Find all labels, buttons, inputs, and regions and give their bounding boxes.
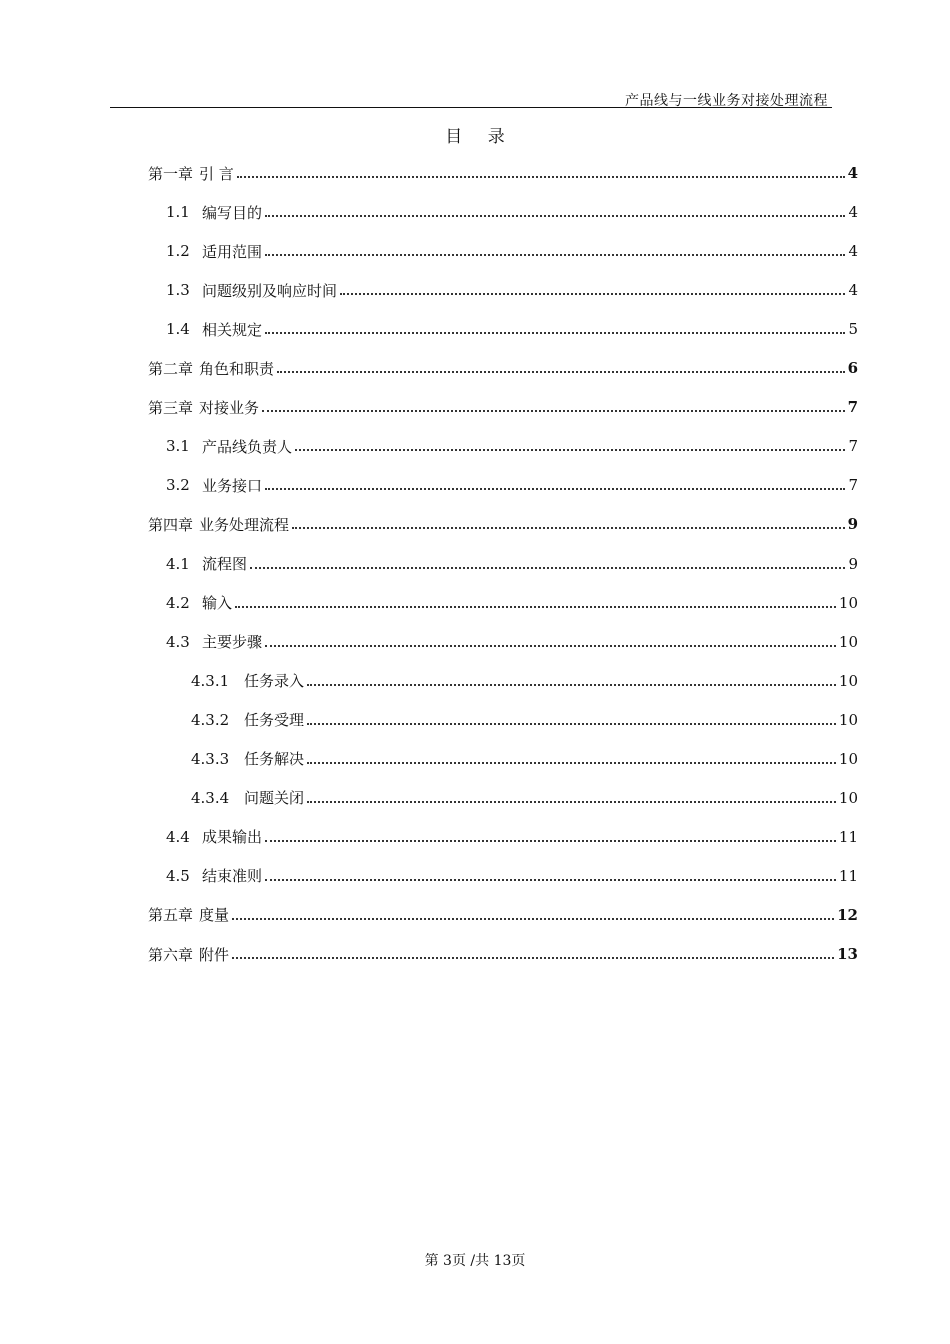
toc-entry[interactable] [191, 786, 858, 810]
toc-entry[interactable] [166, 317, 858, 341]
toc-entry-page-number: 10 [838, 788, 858, 807]
toc-entry-title: 任务受理 [244, 711, 305, 730]
toc-entry-number: 4.2 [166, 593, 190, 612]
toc-entry-number: 4.3.1 [191, 671, 230, 690]
toc-entry[interactable] [191, 669, 858, 693]
toc-entry-number: 第六章 [148, 945, 194, 964]
toc-entry-page-number: 12 [837, 905, 858, 924]
toc-entry-page-number: 10 [838, 749, 858, 768]
toc-entry-title: 产品线负责人 [202, 437, 293, 456]
running-header-title: 产品线与一线业务对接处理流程 [625, 93, 828, 109]
toc-entry[interactable] [166, 864, 858, 888]
toc-entry-number: 4.3 [166, 632, 190, 651]
toc-entry-page-number: 4 [848, 242, 858, 261]
toc-entry-number: 3.2 [166, 476, 190, 495]
toc-dot-leader [277, 359, 845, 373]
toc-entry-number: 4.4 [166, 827, 190, 846]
toc-dot-leader [307, 750, 836, 764]
toc-entry-title: 成果输出 [202, 828, 263, 847]
toc-entry-number: 1.2 [166, 242, 190, 261]
toc-entry[interactable] [166, 200, 858, 224]
toc-dot-leader [295, 437, 845, 451]
toc-entry-title: 输入 [202, 594, 233, 613]
toc-entry-title: 业务处理流程 [199, 515, 290, 534]
toc-entry-page-number: 10 [838, 632, 858, 651]
toc-entry-number: 第三章 [148, 398, 194, 417]
toc-entry[interactable] [166, 278, 858, 302]
toc-entry-page-number: 11 [838, 827, 858, 846]
toc-entry-title: 任务录入 [244, 672, 305, 691]
toc-entry-number: 4.3.3 [191, 749, 230, 768]
toc-dot-leader [235, 594, 836, 608]
toc-entry-page-number: 4 [848, 203, 858, 222]
toc-dot-leader [292, 515, 845, 529]
toc-entry-title: 对接业务 [199, 398, 260, 417]
toc-entry[interactable] [166, 473, 858, 497]
toc-entry-page-number: 6 [847, 359, 858, 378]
toc-entry-title: 附件 [199, 945, 230, 964]
toc-entry-page-number: 7 [848, 476, 858, 495]
toc-dot-leader [237, 164, 845, 178]
toc-dot-leader [307, 711, 836, 725]
toc-entry-page-number: 10 [838, 671, 858, 690]
toc-entry[interactable] [191, 747, 858, 771]
toc-dot-leader [265, 476, 845, 490]
toc-entry-number: 第四章 [148, 515, 194, 534]
toc-title: 目 录 [445, 127, 515, 147]
toc-entry-number: 3.1 [166, 437, 190, 456]
toc-entry-title: 结束准则 [202, 867, 263, 886]
toc-entry-title: 度量 [199, 906, 230, 925]
toc-entry-number: 第二章 [148, 359, 194, 378]
toc-dot-leader [265, 320, 845, 334]
toc-entry-title: 主要步骤 [202, 633, 263, 652]
toc-entry[interactable] [148, 512, 858, 536]
toc-entry-title: 业务接口 [202, 476, 263, 495]
toc-dot-leader [250, 555, 845, 569]
toc-entry-page-number: 7 [848, 437, 858, 456]
toc-dot-leader [265, 242, 845, 256]
toc-entry-page-number: 4 [847, 164, 858, 182]
toc-dot-leader [265, 203, 845, 217]
toc-dot-leader [265, 867, 836, 881]
toc-entry-number: 第一章 [148, 164, 194, 183]
toc-entry[interactable] [166, 591, 858, 615]
toc-entry-page-number: 13 [837, 945, 858, 963]
toc-dot-leader [307, 672, 836, 686]
toc-entry-page-number: 9 [847, 515, 858, 534]
toc-dot-leader [265, 633, 836, 647]
toc-entry[interactable] [148, 903, 858, 927]
toc-entry-title: 编写目的 [202, 203, 263, 222]
toc-entry-page-number: 4 [848, 281, 858, 300]
toc-entry-number: 第五章 [148, 906, 194, 925]
toc-entry-page-number: 7 [847, 398, 858, 417]
page-number-footer: 第 3页 /共 13页 [424, 1253, 526, 1269]
header-rule [110, 107, 832, 108]
toc-entry[interactable] [166, 552, 858, 576]
toc-entry-number: 1.4 [166, 320, 190, 339]
toc-entry-title: 问题关闭 [244, 789, 305, 808]
toc-dot-leader [262, 398, 845, 412]
toc-dot-leader [232, 906, 834, 920]
toc-entry[interactable] [166, 630, 858, 654]
toc-entry-title: 任务解决 [244, 750, 305, 769]
toc-dot-leader [307, 789, 836, 803]
toc-entry-title: 问题级别及响应时间 [202, 281, 338, 300]
toc-entry-title: 适用范围 [202, 242, 263, 261]
toc-dot-leader [265, 828, 836, 842]
toc-entry-number: 1.1 [166, 203, 190, 222]
toc-entry-title: 流程图 [202, 555, 248, 573]
toc-entry-page-number: 9 [848, 554, 858, 573]
toc-entry[interactable] [166, 825, 858, 849]
toc-entry[interactable] [148, 161, 858, 185]
toc-entry-page-number: 11 [838, 866, 858, 885]
toc-entry-number: 4.5 [166, 866, 190, 885]
toc-entry-number: 1.3 [166, 281, 190, 300]
toc-entry-title: 角色和职责 [199, 359, 275, 378]
toc-entry-number: 4.3.2 [191, 710, 230, 729]
toc-entry[interactable] [166, 239, 858, 263]
toc-entry-title: 相关规定 [202, 320, 263, 339]
toc-entry[interactable] [166, 434, 858, 458]
toc-entry-page-number: 5 [848, 320, 858, 339]
toc-entry[interactable] [191, 708, 858, 732]
toc-entry[interactable] [148, 395, 858, 419]
toc-entry-title: 引 言 [199, 164, 234, 183]
toc-entry-page-number: 10 [838, 593, 858, 612]
toc-dot-leader [340, 281, 845, 295]
toc-entry-page-number: 10 [838, 710, 858, 729]
toc-entry-number: 4.1 [166, 554, 190, 573]
toc-entry-number: 4.3.4 [191, 788, 230, 807]
toc-entry[interactable] [148, 356, 858, 380]
toc-entry[interactable] [148, 942, 858, 966]
toc-dot-leader [232, 945, 834, 959]
